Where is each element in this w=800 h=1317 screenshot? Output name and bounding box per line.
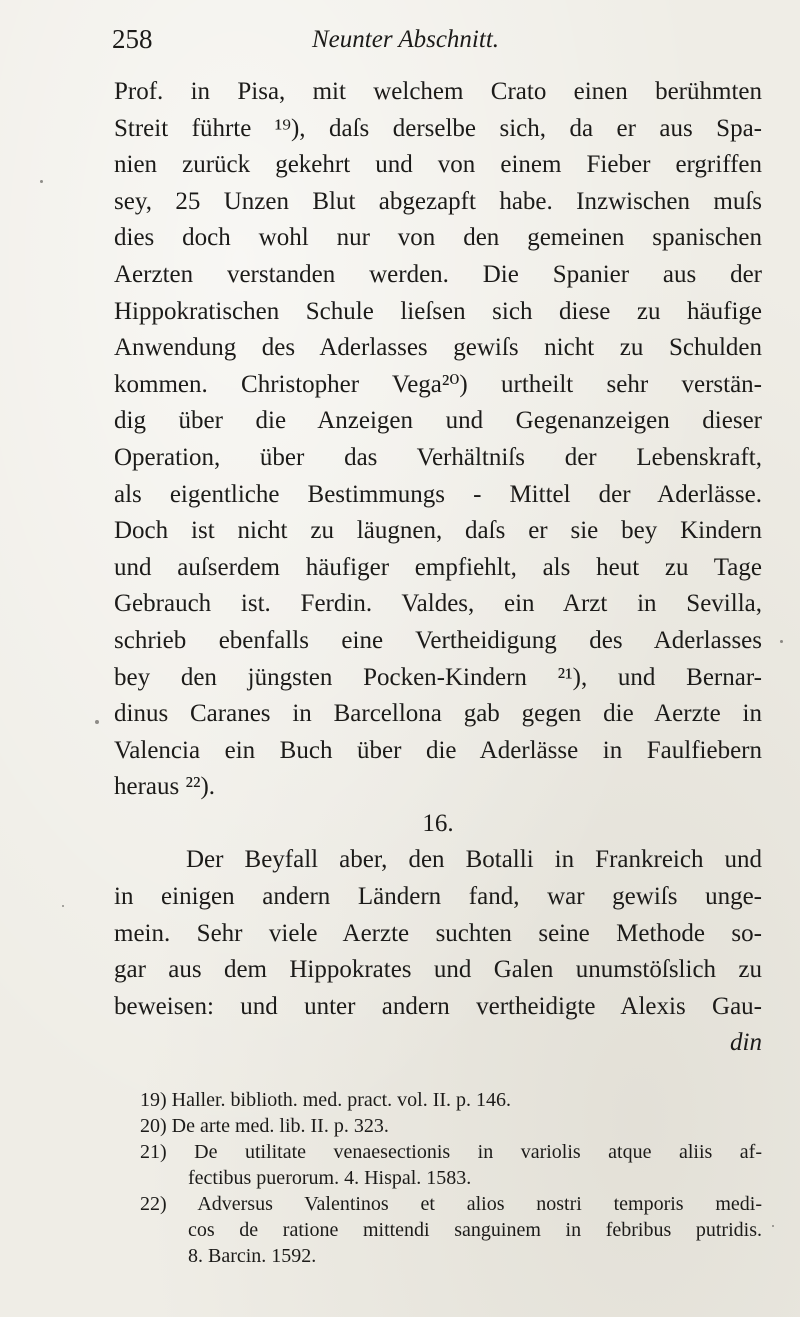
page-header [112, 24, 760, 64]
footnote-21-cont: fectibus puerorum. 4. Hispal. 1583. [188, 1167, 472, 1189]
footnote-22-cont: cos de ratione mittendi sanguinem in febribus putridis. [188, 1219, 762, 1241]
text-line: sey, 25 Unzen Blut abgezapft habe. Inzwischen muſs [114, 187, 762, 215]
ink-speck [62, 905, 64, 907]
text-line: Valencia ein Buch über die Aderlässe in Faulfiebern [114, 736, 762, 764]
text-line: in einigen andern Ländern fand, war gewiſs unge- [114, 883, 762, 911]
text-line: dig über die Anzeigen und Gegenanzeigen dieser [114, 407, 762, 435]
text-line: kommen. Christopher Vega²⁰) urtheilt sehr verstän- [114, 370, 762, 398]
ink-speck [772, 1225, 774, 1227]
body-text [114, 74, 762, 1062]
text-line: Streit führte ¹⁹), daſs derselbe sich, da er aus Spa- [114, 114, 762, 142]
text-line: beweisen: und unter andern vertheidigte Alexis Gau- [114, 992, 762, 1020]
text-line: Anwendung des Aderlasses gewiſs nicht zu Schulden [114, 334, 762, 362]
page-number: 258 [112, 24, 153, 54]
text-line: Hippokratischen Schule lieſsen sich diese zu häufige [114, 297, 762, 325]
ink-speck [40, 180, 43, 183]
text-line: bey den jüngsten Pocken-Kindern ²¹), und Bernar- [114, 663, 762, 691]
text-line: schrieb ebenfalls eine Vertheidigung des Aderlasses [114, 626, 762, 654]
footnote-22: 22) Adversus Valentinos et alios nostri temporis medi- [140, 1193, 762, 1215]
footnote-19: 19) Haller. biblioth. med. pract. vol. II. p. 146. [140, 1089, 512, 1111]
text-line: nien zurück gekehrt und von einem Fieber ergriffen [114, 151, 762, 179]
ink-speck [95, 720, 99, 724]
ink-speck [780, 640, 783, 643]
footnote-20: 20) De arte med. lib. II. p. 323. [140, 1115, 389, 1137]
catchword: din [730, 1029, 762, 1057]
footnote-21: 21) De utilitate venaesectionis in variolis atque aliis af- [140, 1141, 762, 1163]
text-line: gar aus dem Hippokrates und Galen unumstöſslich zu [114, 956, 762, 984]
text-line: Doch ist nicht zu läugnen, daſs er sie bey Kindern [114, 517, 762, 545]
text-line: dies doch wohl nur von den gemeinen spanischen [114, 224, 762, 252]
text-line: als eigentliche Bestimmungs - Mittel der Aderlässe. [114, 480, 762, 508]
text-line: mein. Sehr viele Aerzte suchten seine Methode so- [114, 919, 762, 947]
running-title: Neunter Abschnitt. [312, 26, 500, 53]
text-line: Der Beyfall aber, den Botalli in Frankreich und [186, 846, 762, 874]
section-number: 16. [422, 809, 454, 837]
text-line: und auſserdem häufiger empfiehlt, als heut zu Tage [114, 553, 762, 581]
text-line: Aerzten verstanden werden. Die Spanier aus der [114, 260, 762, 288]
text-line: Gebrauch ist. Ferdin. Valdes, ein Arzt in Sevilla, [114, 590, 762, 618]
footnotes [140, 1088, 762, 1270]
text-line: Operation, über das Verhältniſs der Lebenskraft, [114, 443, 762, 471]
text-line: dinus Caranes in Barcellona gab gegen die Aerzte in [114, 700, 762, 728]
text-line: Prof. in Pisa, mit welchem Crato einen berühmten [114, 78, 762, 105]
text-line: heraus ²²). [114, 773, 216, 801]
footnote-22-end: 8. Barcin. 1592. [188, 1245, 317, 1267]
